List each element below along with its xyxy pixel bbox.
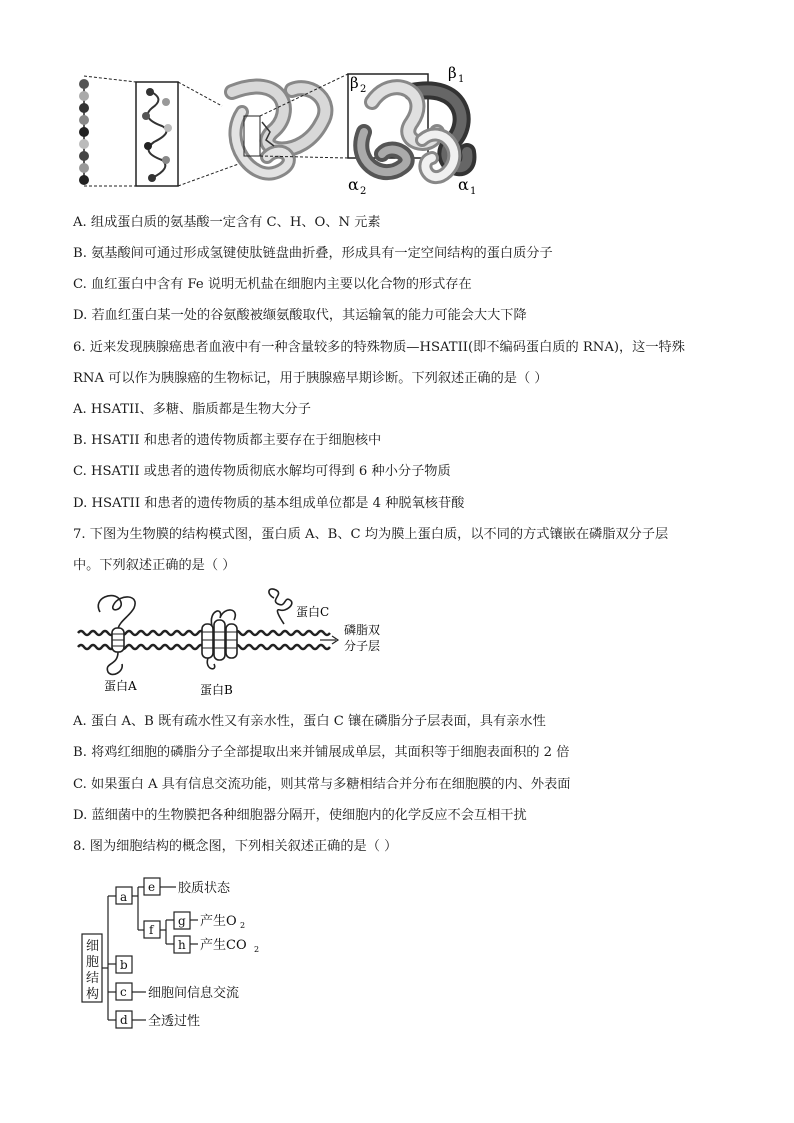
node-c: c [120, 985, 127, 999]
beta1-label: β [448, 64, 457, 82]
desc-g: 产生O [200, 914, 237, 929]
svg-text:1: 1 [458, 74, 465, 85]
q7-option-d: D. 蓝细菌中的生物膜把各种细胞器分隔开，使细胞内的化学反应不会互相干扰 [73, 808, 527, 823]
svg-text:2: 2 [360, 186, 367, 197]
svg-text:1: 1 [470, 186, 477, 197]
q7-option-c: C. 如果蛋白 A 具有信息交流功能，则其常与多糖相结合并分布在细胞膜的内、外表面 [73, 777, 571, 792]
desc-d: 全透过性 [148, 1014, 201, 1029]
amino-acid-chain [79, 79, 89, 185]
alpha2-label: α [348, 175, 359, 194]
desc-c: 细胞间信息交流 [148, 986, 240, 1001]
q6-option-b: B. HSATII 和患者的遗传物质都主要存在于细胞核中 [73, 433, 382, 448]
q5-option-b: B. 氨基酸间可通过形成氢键使肽链盘曲折叠，形成具有一定空间结构的蛋白质分子 [73, 246, 553, 261]
protein-b [202, 610, 237, 669]
bilayer-label-line1: 磷脂双 [344, 623, 381, 637]
protein-c-label: 蛋白C [296, 605, 330, 619]
q6-option-d: D. HSATII 和患者的遗传物质的基本组成单位都是 4 种脱氧核苷酸 [73, 496, 465, 511]
quaternary-structure [361, 87, 467, 177]
q7-option-a: A. 蛋白 A、B 既有疏水性又有亲水性，蛋白 C 镶在磷脂分子层表面，具有亲水性 [73, 714, 546, 729]
q7-stem-line2: 中。下列叙述正确的是（ ） [73, 558, 236, 573]
q5-option-a: A. 组成蛋白质的氨基酸一定含有 C、H、O、N 元素 [73, 215, 381, 230]
membrane-structure-figure [74, 586, 404, 702]
cell-structure-concept-map [80, 876, 280, 1036]
tertiary-structure [232, 87, 325, 174]
q6-option-c: C. HSATII 或患者的遗传物质彻底水解均可得到 6 种小分子物质 [73, 464, 451, 479]
q6-option-a: A. HSATII、多糖、脂质都是生物大分子 [73, 402, 311, 417]
q7-option-b: B. 将鸡红细胞的磷脂分子全部提取出来并铺展成单层，其面积等于细胞表面积的 2 倍 [73, 745, 570, 760]
node-d: d [120, 1013, 128, 1027]
q5-option-d: D. 若血红蛋白某一处的谷氨酸被缬氨酸取代，其运输氧的能力可能会大大下降 [73, 308, 527, 323]
q6-stem-line1: 6. 近来发现胰腺癌患者血液中有一种含量较多的特殊物质—HSATII(即不编码蛋白质的 RNA)，这一特殊 [73, 340, 685, 355]
desc-e: 胶质状态 [178, 881, 231, 896]
svg-text:2: 2 [360, 84, 367, 95]
node-f: f [149, 923, 154, 937]
bilayer-label-line2: 分子层 [344, 639, 381, 653]
node-g: g [178, 914, 186, 928]
node-h: h [178, 938, 186, 952]
root-char-1: 细 [86, 939, 100, 954]
root-char-4: 构 [86, 987, 100, 1002]
node-a: a [120, 890, 128, 904]
hemoglobin-structure-figure [72, 62, 484, 198]
node-e: e [148, 880, 156, 894]
q7-stem-line1: 7. 下图为生物膜的结构模式图，蛋白质 A、B、C 均为膜上蛋白质，以不同的方式镶嵌在磷脂双分子层 [73, 527, 669, 542]
q6-stem-line2: RNA 可以作为胰腺癌的生物标记，用于胰腺癌早期诊断。下列叙述正确的是（ ） [73, 371, 548, 386]
desc-h: 产生CO [200, 938, 247, 953]
svg-text:2: 2 [254, 945, 260, 954]
node-b: b [120, 958, 128, 972]
beta2-label: β [350, 74, 359, 92]
protein-a [98, 596, 135, 675]
root-char-3: 结 [86, 971, 100, 986]
q8-stem: 8. 图为细胞结构的概念图，下列相关叙述正确的是（ ） [73, 839, 398, 854]
protein-a-label: 蛋白A [104, 679, 137, 693]
alpha1-label: α [458, 175, 469, 194]
svg-text:2: 2 [240, 921, 246, 930]
q5-option-c: C. 血红蛋白中含有 Fe 说明无机盐在细胞内主要以化合物的形式存在 [73, 277, 472, 292]
protein-b-label: 蛋白B [200, 683, 233, 697]
protein-c [269, 589, 292, 624]
alpha-helix [142, 88, 172, 182]
root-char-2: 胞 [86, 955, 100, 970]
